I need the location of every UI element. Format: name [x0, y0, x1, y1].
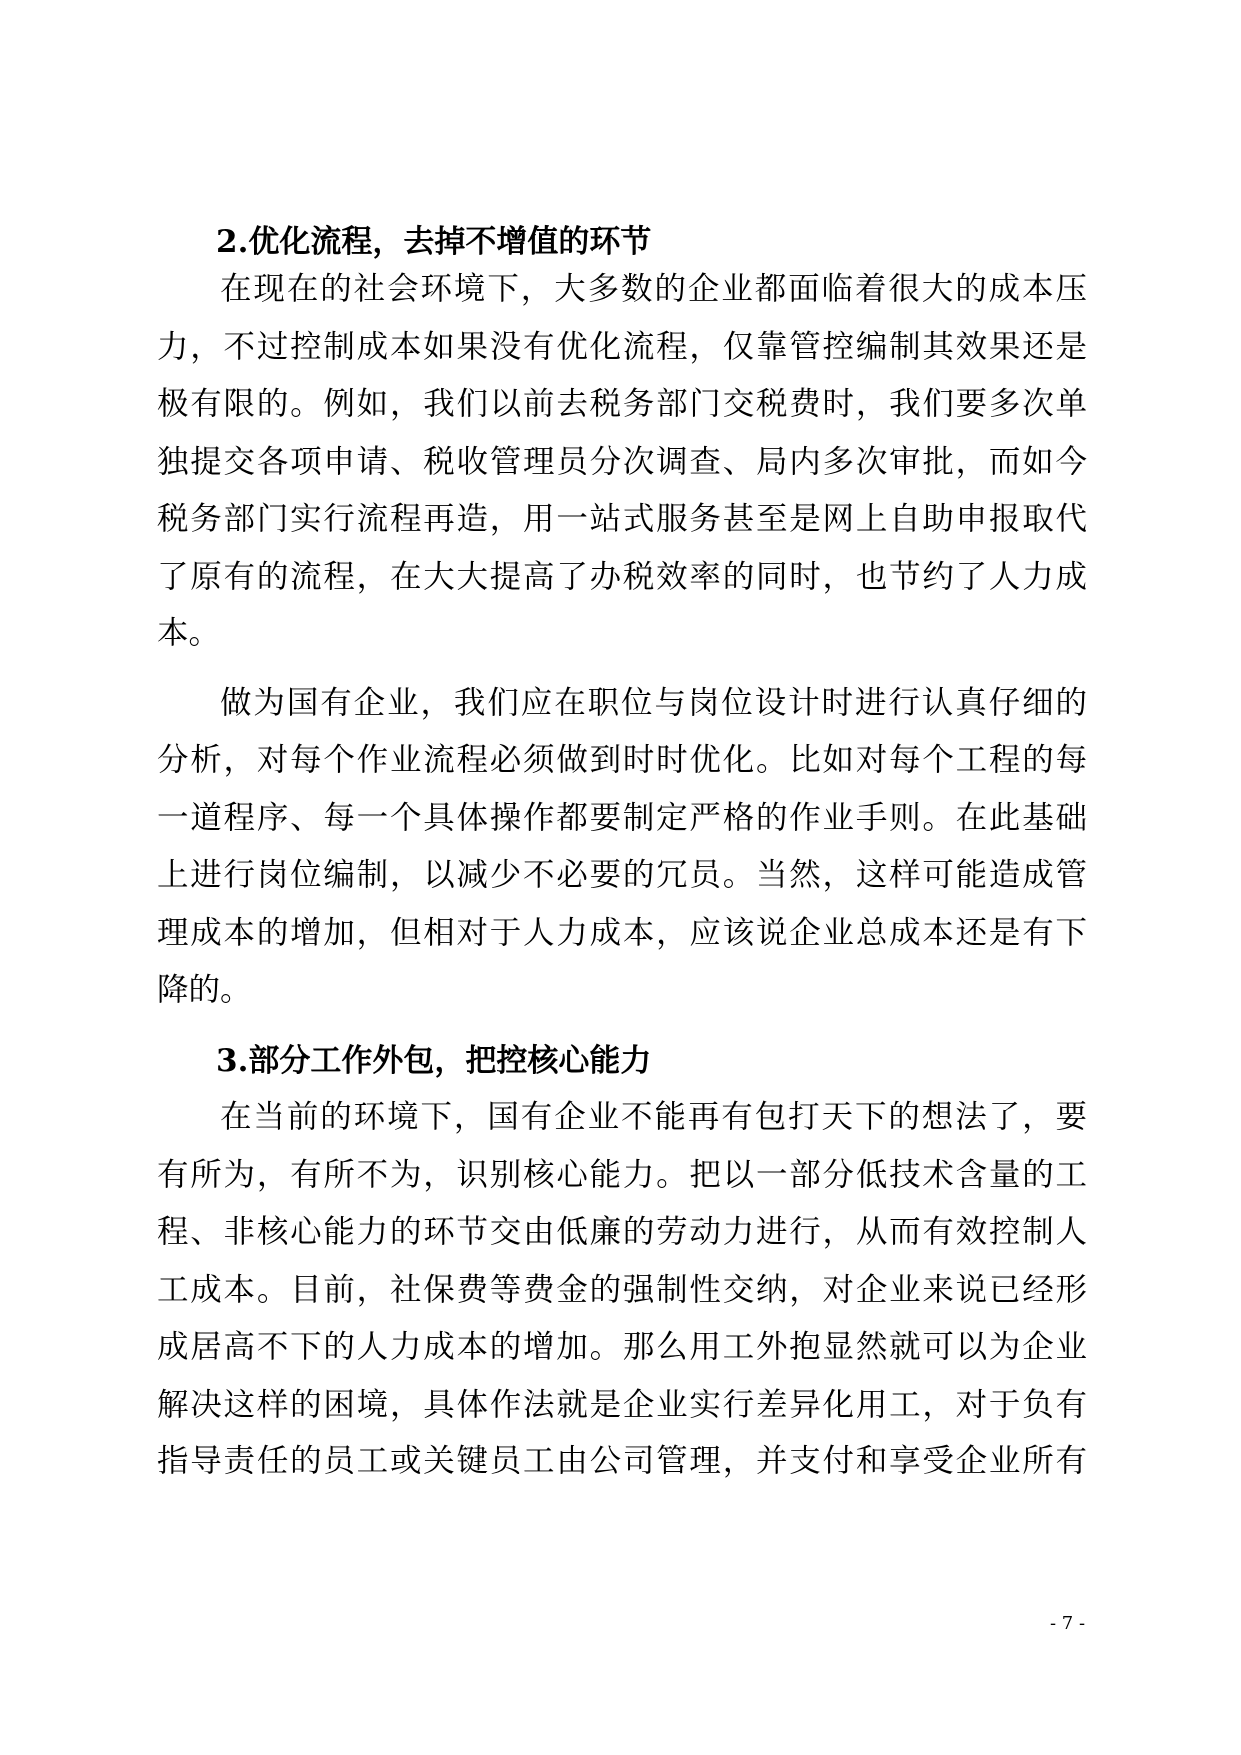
paragraph-line: 在现在的社会环境下，大多数的企业都面临着很大的成本压 [220, 271, 1087, 307]
paragraph-line: 理成本的增加，但相对于人力成本，应该说企业总成本还是有下 [157, 915, 1087, 951]
page-number: - 7 - [1050, 1613, 1086, 1634]
section-3-heading: 3.部分工作外包，把控核心能力 [216, 1043, 652, 1079]
paragraph-line: 分析，对每个作业流程必须做到时时优化。比如对每个工程的每 [157, 742, 1087, 778]
section-2-heading: 2.优化流程，去掉不增值的环节 [216, 224, 652, 260]
paragraph-line: 了原有的流程，在大大提高了办税效率的同时，也节约了人力成 [157, 559, 1087, 595]
paragraph-line: 有所为，有所不为，识别核心能力。把以一部分低技术含量的工 [157, 1157, 1087, 1193]
paragraph-line: 在当前的环境下，国有企业不能再有包打天下的想法了，要 [220, 1099, 1087, 1135]
paragraph-line: 本。 [157, 615, 221, 651]
paragraph-line: 独提交各项申请、税收管理员分次调查、局内多次审批，而如今 [157, 444, 1087, 480]
paragraph-line: 力，不过控制成本如果没有优化流程，仅靠管控编制其效果还是 [157, 329, 1087, 365]
paragraph-line: 解决这样的困境，具体作法就是企业实行差异化用工，对于负有 [157, 1387, 1087, 1423]
paragraph-line: 做为国有企业，我们应在职位与岗位设计时进行认真仔细的 [220, 685, 1087, 721]
paragraph-line: 极有限的。例如，我们以前去税务部门交税费时，我们要多次单 [157, 386, 1087, 422]
paragraph-line: 上进行岗位编制，以减少不必要的冗员。当然，这样可能造成管 [157, 857, 1087, 893]
paragraph-line: 降的。 [157, 972, 252, 1008]
paragraph-line: 成居高不下的人力成本的增加。那么用工外抱显然就可以为企业 [157, 1329, 1087, 1365]
paragraph-line: 一道程序、每一个具体操作都要制定严格的作业手则。在此基础 [157, 800, 1087, 836]
paragraph-line: 工成本。目前，社保费等费金的强制性交纳，对企业来说已经形 [157, 1272, 1087, 1308]
paragraph-line: 税务部门实行流程再造，用一站式服务甚至是网上自助申报取代 [157, 501, 1087, 537]
paragraph-line: 指导责任的员工或关键员工由公司管理，并支付和享受企业所有 [157, 1443, 1087, 1479]
paragraph-line: 程、非核心能力的环节交由低廉的劳动力进行，从而有效控制人 [157, 1214, 1087, 1250]
